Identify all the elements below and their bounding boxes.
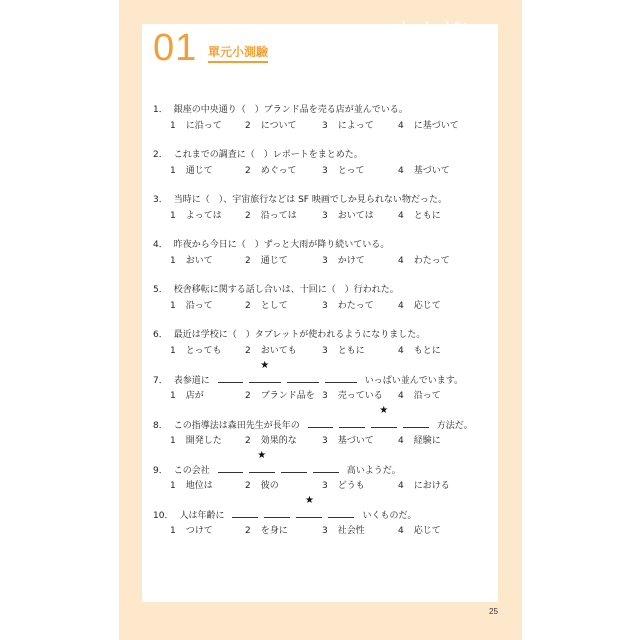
answer-blank[interactable] (296, 495, 322, 518)
choice-option-1[interactable] (170, 523, 213, 536)
question-text-end: いくものだ。 (362, 511, 417, 521)
choice-text: ともに (413, 211, 441, 221)
choice-text: として (260, 301, 288, 311)
question-text: 昨夜から今日に（ ）ずっと大雨が降り続いている。 (173, 240, 390, 250)
choice-number: 2 (245, 346, 251, 356)
choice-option-1[interactable] (170, 163, 213, 176)
choices-5 (170, 298, 470, 310)
choice-option-3[interactable] (322, 298, 374, 311)
star-icon: ★ (260, 360, 270, 371)
choice-option-4[interactable] (398, 253, 450, 266)
choice-option-1[interactable] (170, 298, 213, 311)
question-number: 2． (153, 150, 168, 160)
choice-number: 2 (245, 301, 251, 311)
choice-option-2[interactable] (245, 118, 297, 131)
choice-text: における (413, 481, 450, 491)
choice-text: わたって (413, 256, 450, 266)
question-number: 10． (153, 511, 174, 521)
choice-option-2[interactable] (245, 253, 288, 266)
choice-option-2[interactable] (245, 163, 297, 176)
choice-option-4[interactable] (398, 298, 441, 311)
choice-text: 地位は (185, 481, 213, 491)
question-text: 銀座の中央通り（ ）ブランド品を売る店が並んでいる。 (173, 105, 408, 115)
answer-blank[interactable] (403, 417, 429, 428)
choice-option-2[interactable] (245, 433, 297, 446)
choice-option-2[interactable] (245, 478, 279, 491)
question-text: 表参道に (173, 376, 210, 386)
choice-text: 沿って (185, 301, 213, 311)
question-number: 6． (153, 330, 168, 340)
choice-number: 1 (170, 391, 176, 401)
choice-text: を身に (260, 526, 288, 536)
choice-number: 4 (398, 526, 404, 536)
choice-text: おいても (260, 346, 297, 356)
star-icon: ★ (257, 450, 267, 461)
choice-option-1[interactable] (170, 388, 204, 401)
question-text-end: 方法だ。 (436, 421, 473, 431)
choice-option-4[interactable] (398, 523, 441, 536)
answer-blank[interactable] (218, 372, 243, 383)
question-10 (153, 495, 417, 521)
choice-number: 4 (398, 166, 404, 176)
answer-blank[interactable] (308, 417, 333, 428)
choice-option-1[interactable] (170, 478, 213, 491)
choice-option-4[interactable] (398, 118, 459, 131)
choice-number: 2 (245, 391, 251, 401)
choices-2 (170, 163, 470, 175)
choices-6 (170, 343, 470, 355)
question-5 (153, 282, 399, 295)
choice-number: 3 (322, 256, 328, 266)
choice-option-3[interactable] (322, 343, 365, 356)
choices-7 (170, 388, 470, 400)
question-number: 5． (153, 285, 168, 295)
question-text: 人は年齢に (179, 511, 225, 521)
choices-3 (170, 208, 470, 220)
choice-text: 社会性 (337, 526, 365, 536)
choice-number: 4 (398, 436, 404, 446)
choice-text: ブランド品を (260, 391, 315, 401)
choice-text: 売っている (337, 391, 383, 401)
choice-number: 4 (398, 211, 404, 221)
choice-number: 3 (322, 346, 328, 356)
choice-option-3[interactable] (322, 253, 365, 266)
choice-option-1[interactable] (170, 343, 222, 356)
choices-8 (170, 433, 470, 445)
choice-number: 1 (170, 481, 176, 491)
choice-text: どうも (337, 481, 365, 491)
question-number: 9． (153, 466, 168, 476)
choice-number: 1 (170, 346, 176, 356)
choice-number: 4 (398, 346, 404, 356)
choice-text: 店が (185, 391, 204, 401)
answer-blank[interactable] (218, 462, 243, 473)
choice-option-2[interactable] (245, 388, 315, 401)
choice-number: 2 (245, 166, 251, 176)
choice-text: によって (337, 121, 374, 131)
question-text: この指導法は森田先生が長年の (173, 421, 300, 431)
choice-text: 基づいて (413, 166, 450, 176)
question-1 (153, 102, 408, 115)
choice-text: 経験に (413, 436, 441, 446)
choice-option-3[interactable] (322, 523, 365, 536)
choice-text: ともに (337, 346, 365, 356)
choice-text: 基づいて (337, 436, 374, 446)
answer-blank[interactable] (264, 507, 290, 518)
choice-number: 4 (398, 256, 404, 266)
chapter-title: 單元小測驗 (208, 43, 268, 63)
choice-number: 1 (170, 211, 176, 221)
choice-text: おいては (337, 211, 374, 221)
answer-blank[interactable] (249, 360, 281, 383)
question-number: 4． (153, 240, 168, 250)
choice-text: 効果的な (260, 436, 297, 446)
choice-number: 1 (170, 121, 176, 131)
choice-number: 1 (170, 166, 176, 176)
choice-text: について (260, 121, 297, 131)
choice-number: 2 (245, 211, 251, 221)
choice-text: 通じて (260, 256, 288, 266)
choice-text: かけて (337, 256, 365, 266)
choice-text: よっては (185, 211, 222, 221)
choice-text: 沿っては (260, 211, 297, 221)
choice-option-2[interactable] (245, 208, 297, 221)
question-8 (153, 405, 473, 431)
question-text: これまでの調査に（ ）レポートをまとめた。 (173, 150, 363, 160)
choice-option-3[interactable] (322, 433, 374, 446)
choice-text: 彼の (260, 481, 279, 491)
choices-10 (170, 523, 470, 535)
question-6 (153, 327, 425, 340)
choice-number: 3 (322, 391, 328, 401)
choice-text: めぐって (260, 166, 297, 176)
choice-number: 3 (322, 301, 328, 311)
question-number: 1． (153, 105, 168, 115)
choice-option-3[interactable] (322, 118, 374, 131)
choice-text: おいて (185, 256, 213, 266)
choice-option-2[interactable] (245, 523, 288, 536)
choice-text: に沿って (185, 121, 222, 131)
choices-9 (170, 478, 470, 490)
choice-option-4[interactable] (398, 208, 441, 221)
choice-text: わたって (337, 301, 374, 311)
question-4 (153, 237, 389, 250)
question-3 (153, 192, 447, 205)
choice-option-4[interactable] (398, 433, 441, 446)
question-number: 3． (153, 195, 168, 205)
question-9 (153, 450, 401, 476)
choice-number: 1 (170, 526, 176, 536)
choice-option-2[interactable] (245, 343, 297, 356)
choice-number: 2 (245, 121, 251, 131)
choice-option-4[interactable] (398, 343, 441, 356)
choice-number: 3 (322, 481, 328, 491)
question-text: この会社 (173, 466, 210, 476)
choice-option-1[interactable] (170, 118, 222, 131)
choice-option-3[interactable] (322, 478, 365, 491)
choice-text: つけて (185, 526, 213, 536)
choice-number: 2 (245, 481, 251, 491)
choice-number: 3 (322, 526, 328, 536)
choices-1 (170, 118, 470, 130)
chapter-number: 01 (153, 27, 198, 69)
choices-4 (170, 253, 470, 265)
choice-number: 3 (322, 166, 328, 176)
choice-option-3[interactable] (322, 208, 374, 221)
choice-text: 開発した (185, 436, 222, 446)
choice-option-2[interactable] (245, 298, 288, 311)
choice-option-4[interactable] (398, 478, 450, 491)
choice-number: 1 (170, 436, 176, 446)
choice-option-4[interactable] (398, 163, 450, 176)
choice-text: 応じて (413, 301, 441, 311)
choice-option-1[interactable] (170, 433, 222, 446)
choice-number: 3 (322, 211, 328, 221)
answer-blank[interactable] (313, 462, 339, 473)
choice-text: 通じて (185, 166, 213, 176)
choice-number: 4 (398, 481, 404, 491)
choice-text: 応じて (413, 526, 441, 536)
question-7 (153, 360, 464, 386)
choice-option-4[interactable] (398, 388, 441, 401)
choice-option-1[interactable] (170, 208, 222, 221)
question-text: 校舎移転に関する話し合いは、十回に（ ）行われた。 (173, 285, 399, 295)
choice-number: 4 (398, 391, 404, 401)
question-number: 7． (153, 376, 168, 386)
choice-text: に基づいて (413, 121, 459, 131)
answer-blank[interactable] (371, 405, 397, 428)
choice-option-3[interactable] (322, 388, 383, 401)
choice-number: 4 (398, 301, 404, 311)
choice-number: 2 (245, 526, 251, 536)
question-text: 当時に（ ）、宇宙旅行などは SF 映画でしか見られない物だった。 (173, 195, 447, 205)
choice-text: もとに (413, 346, 441, 356)
answer-blank[interactable] (339, 417, 365, 428)
choice-option-1[interactable] (170, 253, 213, 266)
choice-option-3[interactable] (322, 163, 365, 176)
answer-blank[interactable] (281, 462, 307, 473)
question-text: 最近は学校に（ ）タブレットが使われるようになりました。 (173, 330, 426, 340)
choice-number: 2 (245, 256, 251, 266)
answer-blank[interactable] (249, 450, 275, 473)
choice-number: 2 (245, 436, 251, 446)
answer-blank[interactable] (325, 372, 357, 383)
answer-blank[interactable] (232, 507, 258, 518)
question-text-end: いっぱい並んでいます。 (364, 376, 464, 386)
star-icon: ★ (379, 405, 389, 416)
choice-number: 3 (322, 121, 328, 131)
choice-text: とって (337, 166, 365, 176)
answer-blank[interactable] (328, 507, 354, 518)
question-text-end: 高いようだ。 (346, 466, 401, 476)
question-2 (153, 147, 363, 160)
choice-number: 1 (170, 256, 176, 266)
star-icon: ★ (304, 495, 314, 506)
question-number: 8． (153, 421, 168, 431)
choice-text: 沿って (413, 391, 441, 401)
answer-blank[interactable] (287, 372, 319, 383)
choice-number: 3 (322, 436, 328, 446)
choice-text: とっても (185, 346, 222, 356)
choice-number: 4 (398, 121, 404, 131)
choice-number: 1 (170, 301, 176, 311)
page-number: 25 (489, 607, 498, 616)
